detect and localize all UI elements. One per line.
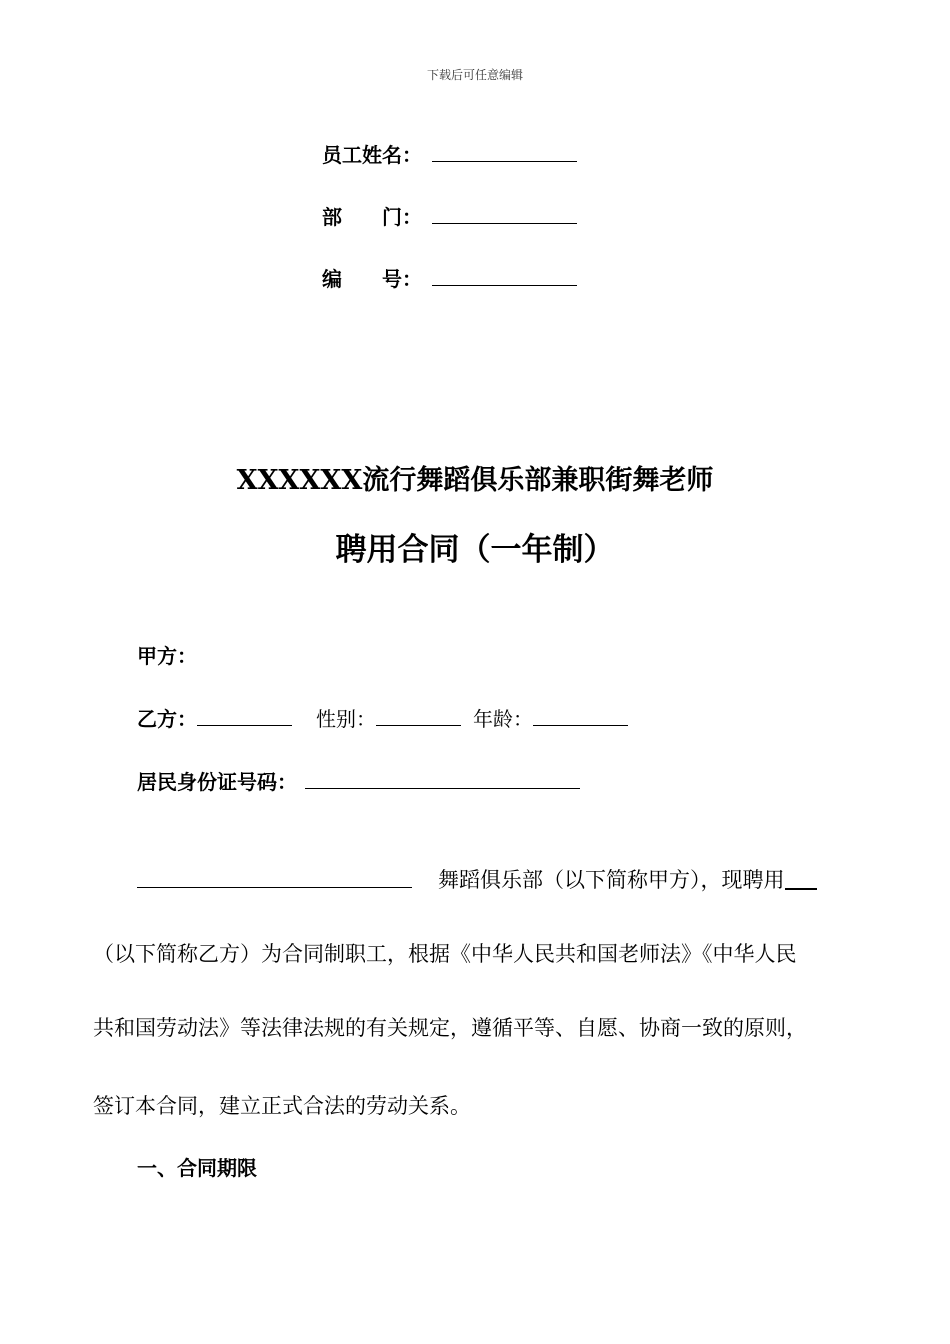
id-number-blank — [305, 788, 580, 789]
id-number-row — [137, 766, 580, 795]
employee-blank — [785, 888, 817, 890]
number-field — [322, 262, 577, 292]
department-label: 部 门： — [322, 205, 422, 229]
id-number-label: 居民身份证号码： — [137, 770, 297, 794]
party-a-label: 甲方： — [137, 644, 197, 668]
preamble-line1 — [137, 864, 817, 894]
club-name-blank — [137, 887, 412, 888]
department-field — [322, 200, 577, 230]
preamble-line3: 共和国劳动法》等法律法规的有关规定，遵循平等、自愿、协商一致的原则， — [93, 1016, 807, 1040]
header-note: 下载后可任意编辑 — [426, 68, 523, 82]
preamble-line4: 签订本合同，建立正式合法的劳动关系。 — [93, 1094, 471, 1118]
party-b-blank — [197, 725, 292, 726]
employee-name-field — [322, 138, 577, 168]
number-label: 编 号： — [322, 267, 422, 291]
contract-title-line2: 聘用合同（一年制） — [335, 532, 615, 568]
section-heading-term: 一、合同期限 — [137, 1156, 257, 1180]
age-label: 年龄： — [473, 707, 533, 731]
employee-name-blank — [432, 161, 577, 162]
party-b-row — [137, 703, 628, 732]
preamble-line1-text: 舞蹈俱乐部（以下简称甲方），现聘用 — [438, 868, 785, 892]
gender-label: 性别： — [316, 707, 376, 731]
employee-name-label: 员工姓名： — [322, 143, 422, 167]
number-blank — [432, 285, 577, 286]
preamble-line2: （以下简称乙方）为合同制职工，根据《中华人民共和国老师法》《中华人民 — [93, 942, 797, 966]
contract-title-line1: XXXXXX流行舞蹈俱乐部兼职街舞老师 — [236, 465, 714, 496]
party-b-label: 乙方： — [137, 707, 197, 731]
department-blank — [432, 223, 577, 224]
gender-blank — [376, 725, 461, 726]
age-blank — [533, 725, 628, 726]
